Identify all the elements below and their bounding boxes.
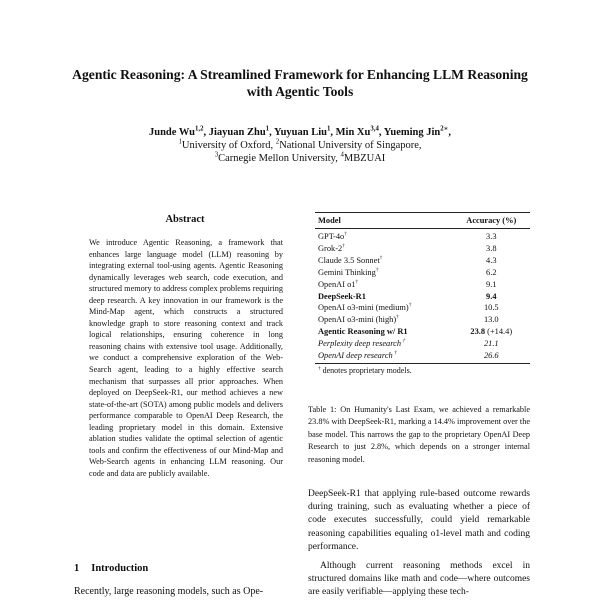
author-1: Junde Wu$^{1,2}$ [148, 125, 204, 138]
table-row: Perplexity deep research † 21.1 [318, 338, 499, 349]
author-5: Yueming Jin$^{2∗}$ [383, 125, 449, 138]
section-title: Introduction [91, 563, 149, 574]
author-4: Min Xu$^{3,4}$ [335, 125, 379, 138]
abstract-text: We introduce Agentic Reasoning, a framework that enhances large language model (LLM) reasoning by integrating external tool-using agents. Agentic Reasoning dynamically leverages web search, code execution, and structured memory to address complex problems requiring deep research. A key innovation in our framework is the Mind-Map agent, which constructs a structured knowledge graph to store reasoning context and track logical relationships, ensuring coherence in long reasoning chains with extensive tool usage. Additionally, we conduct a comprehensive exploration of the Web-Search agent, leading to a highly effective search mechanism that surpasses all prior approaches. When deployed on DeepSeek-R1, our method achieves a new state-of-the-art (SOTA) among public models and delivers performance comparable to OpenAI Deep Research, the leading proprietary model in this domain. Extensive ablation studies validate the optimal selection of agentic tools and confirm the effectiveness of our Mind-Map and Web-Search agents in enhancing LLM reasoning. Our code and data are publicly available. [89, 238, 283, 478]
table-row: Grok-2† 3.8 [318, 243, 497, 253]
affiliation-line-2: $^3$Carnegie Mellon University, $^4$MBZUAI [214, 151, 386, 164]
table-caption: Table 1: On Humanity's Last Exam, we achieved a remarkable 23.8% with DeepSeek-R1, marking a 14.4% improvement over the base model. This narrows the gap to the proprietary OpenAI Deep Research to just 2.8%, which depends on a stronger internal reasoning model. [308, 405, 530, 464]
results-table [315, 212, 530, 375]
author-2: Jiayuan Zhu$^1$ [208, 125, 270, 138]
table-row: Agentic Reasoning w/ R1 23.8 (+14.4) [318, 327, 513, 337]
paper-title: Agentic Reasoning: A Streamlined Framework for Enhancing LLM Reasoning with Agentic Tools [72, 67, 528, 99]
affiliation-line-1: $^1$University of Oxford, $^2$National University of Singapore, [178, 138, 422, 151]
table-row: OpenAI o3-mini (medium)† 10.5 [318, 302, 499, 313]
author-names: Junde Wu$^{1,2}$, Jiayuan Zhu$^1$, Yuyuan Liu$^1$, Min Xu$^{3,4}$, Yueming Jin$^{2∗}$, [148, 125, 452, 138]
author-3: Yuyuan Liu$^1$ [273, 125, 331, 138]
column-header-accuracy: Accuracy (%) [453, 213, 530, 229]
column-header-model: Model [315, 213, 453, 229]
table-row: Gemini Thinking† 6.2 [318, 266, 497, 277]
table-footnote: † denotes proprietary models. [318, 365, 412, 375]
table-row: GPT-4o† 3.3 [318, 231, 497, 241]
paragraph: Although current reasoning methods excel in structured domains like math and code—where outcomes are easily verifiable—applying these tech- [308, 561, 530, 598]
section-heading-introduction [74, 563, 148, 574]
table-row: DeepSeek-R1 9.4 [318, 291, 497, 301]
table-row: OpenAI o3-mini (high)† 13.0 [318, 314, 499, 325]
abstract-heading: Abstract [165, 214, 205, 225]
paragraph: DeepSeek-R1 that applying rule-based outcome rewards during training, such as evaluating whether a piece of code executes successfully, could yield remarkable reasoning capabilities equaling o1-level math and coding performance. [308, 489, 530, 552]
author-block [60, 126, 540, 165]
table-row: OpenAI o1† 9.1 [318, 278, 497, 289]
introduction-text: Recently, large reasoning models, such as Ope- [74, 586, 264, 597]
right-column-body [308, 488, 530, 606]
section-number: 1 [74, 563, 80, 574]
table-row: OpenAI deep research † 26.6 [315, 350, 530, 363]
table-row: Claude 3.5 Sonnet† 4.3 [318, 255, 497, 265]
